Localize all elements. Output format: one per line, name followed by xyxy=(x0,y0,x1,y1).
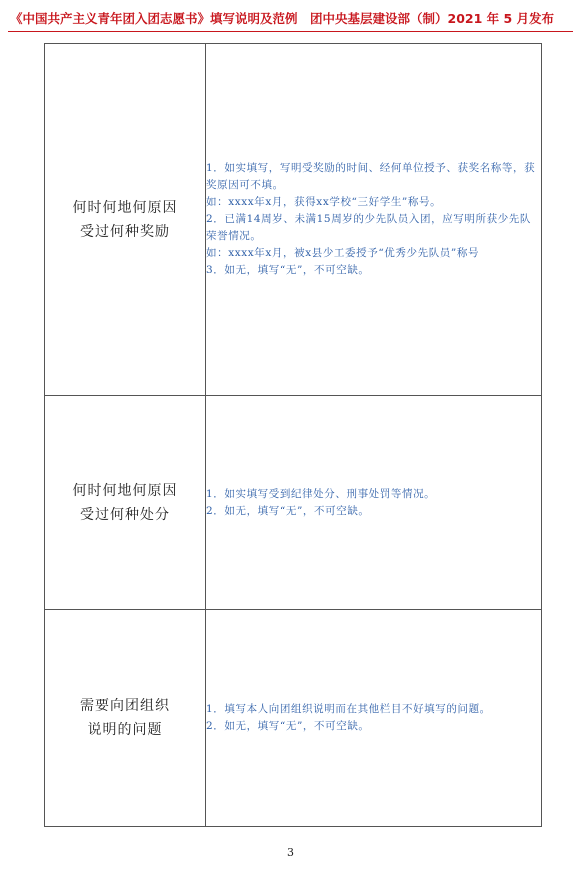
awards-label-cell xyxy=(45,44,206,396)
punishments-label-line1: 何时何地何原因 xyxy=(72,482,178,499)
header-rule xyxy=(8,31,573,32)
table-row-punishments xyxy=(45,396,542,610)
punishments-item-2: 2．如无，填写“无”，不可空缺。 xyxy=(206,504,370,517)
explanations-item-2: 2．如无，填写“无”，不可空缺。 xyxy=(206,720,370,732)
explanations-content-cell xyxy=(206,610,542,827)
explanations-label-line1: 需要向团组织 xyxy=(80,698,170,714)
awards-item-4: 如：xxxx年x月，被x县少工委授予“优秀少先队员”称号 xyxy=(206,247,480,259)
header-title: 《中国共产主义青年团入团志愿书》填写说明及范例 团中央基层建设部（制）2021 年 5 月发布 xyxy=(10,11,555,26)
explanations-label-cell xyxy=(45,610,206,827)
awards-item-5: 3．如无，填写“无”，不可空缺。 xyxy=(206,264,370,276)
awards-item-3: 2．已满14周岁、未满15周岁的少先队员入团，应写明所获少先队荣誉情况。 xyxy=(206,213,532,242)
awards-label-line2: 受过何种奖励 xyxy=(80,223,170,240)
punishments-label-cell xyxy=(45,396,206,610)
awards-content-cell xyxy=(206,44,542,396)
form-table xyxy=(44,43,542,827)
page-number: 3 xyxy=(287,846,294,859)
punishments-content-cell xyxy=(206,396,542,610)
explanations-item-1: 1．填写本人向团组织说明而在其他栏目不好填写的问题。 xyxy=(206,703,491,715)
punishments-label-line2: 受过何种处分 xyxy=(80,506,170,523)
table-row-explanations xyxy=(45,610,542,827)
awards-label-line1: 何时何地何原因 xyxy=(72,199,178,216)
explanations-label-line2: 说明的问题 xyxy=(87,722,163,738)
awards-item-1: 1．如实填写，写明受奖励的时间、经何单位授予、获奖名称等，获奖原因可不填。 xyxy=(206,162,536,191)
table-row-awards xyxy=(45,44,542,396)
awards-item-2: 如：xxxx年x月，获得xx学校“三好学生”称号。 xyxy=(206,196,442,208)
punishments-item-1: 1．如实填写受到纪律处分、刑事处罚等情况。 xyxy=(206,487,436,500)
page-header xyxy=(0,0,581,34)
